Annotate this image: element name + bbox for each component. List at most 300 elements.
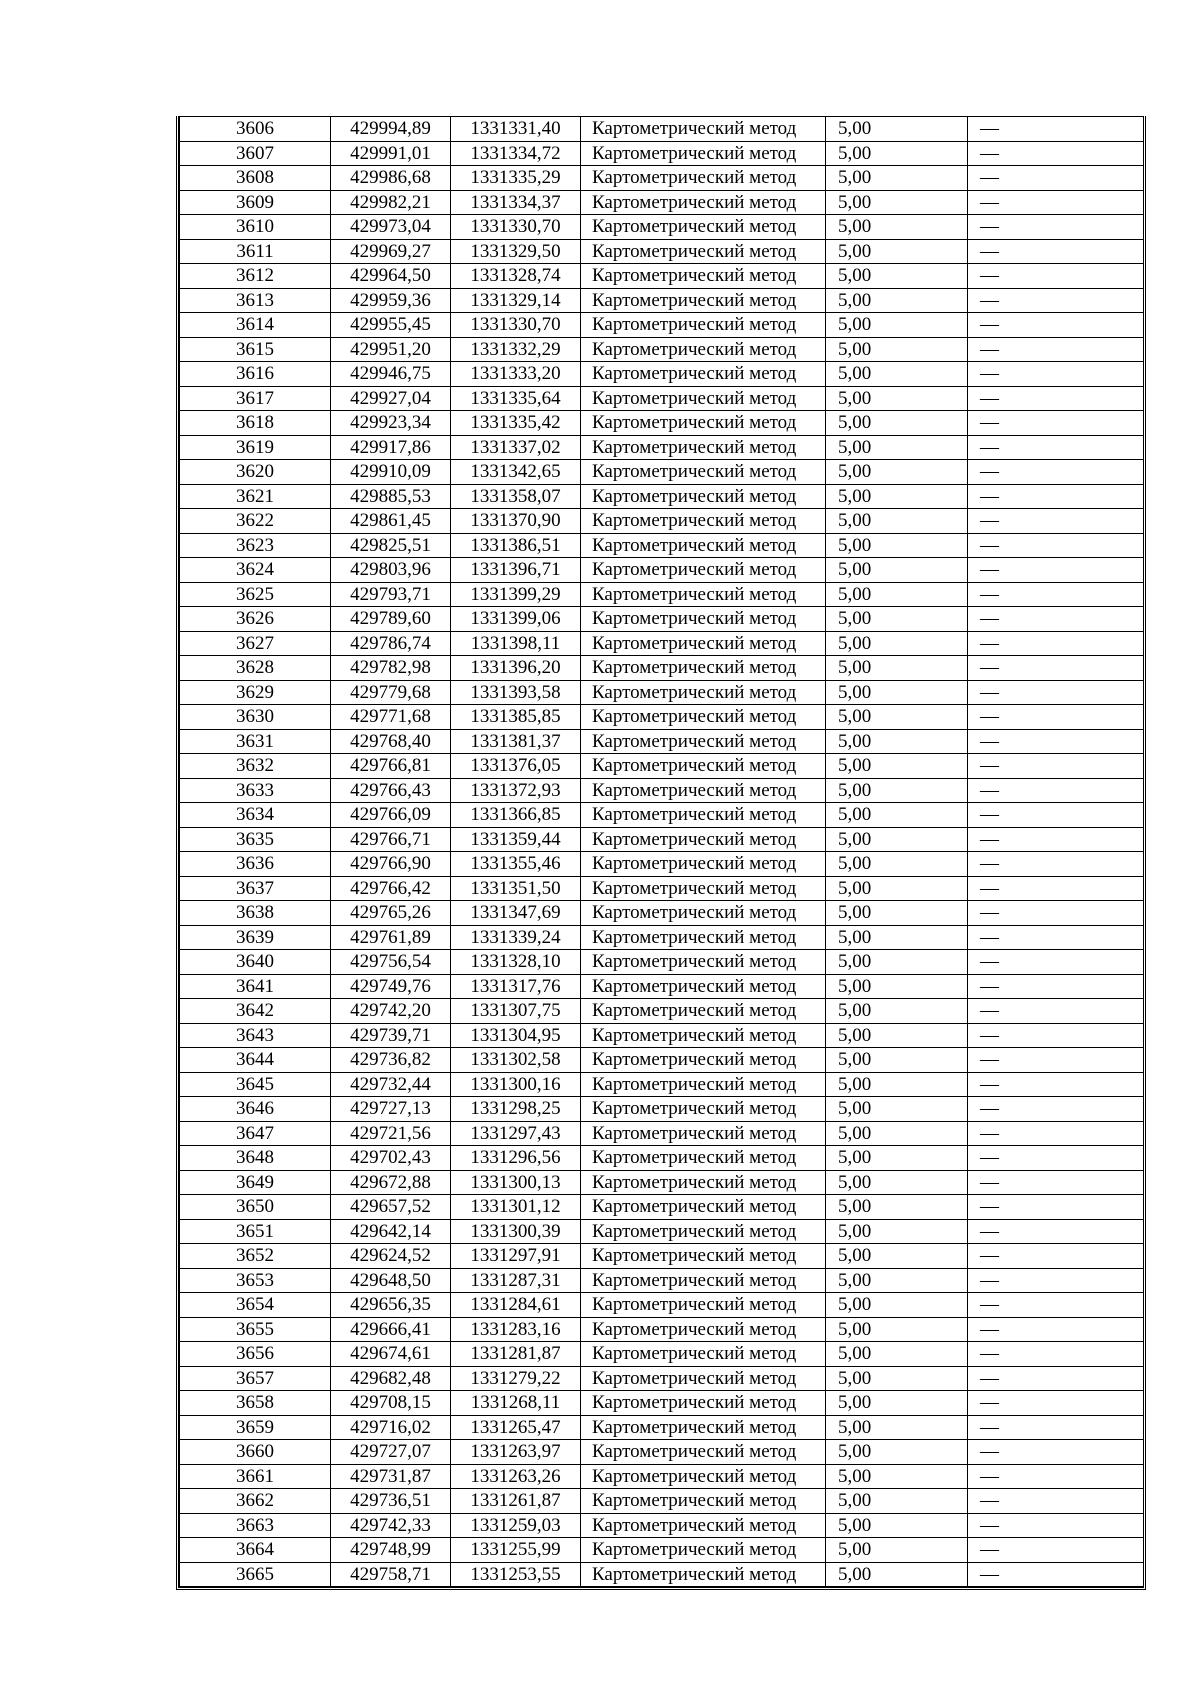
method-cell: Картометрический метод [581,582,826,607]
precision-cell: 5,00 [826,631,968,656]
method-cell: Картометрический метод [581,313,826,338]
x-coordinate-cell: 429672,88 [331,1170,451,1195]
description-cell: — [968,1489,1144,1514]
method-cell: Картометрический метод [581,1219,826,1244]
x-coordinate-cell: 429765,26 [331,901,451,926]
y-coordinate-cell: 1331259,03 [451,1513,581,1538]
method-cell: Картометрический метод [581,705,826,730]
method-cell: Картометрический метод [581,1072,826,1097]
table-row [180,778,1144,803]
precision-cell: 5,00 [826,974,968,999]
precision-cell: 5,00 [826,288,968,313]
precision-cell: 5,00 [826,901,968,926]
method-cell: Картометрический метод [581,925,826,950]
table-row [180,1219,1144,1244]
y-coordinate-cell: 1331399,06 [451,607,581,632]
method-cell: Картометрический метод [581,631,826,656]
precision-cell: 5,00 [826,313,968,338]
method-cell: Картометрический метод [581,484,826,509]
point-number-cell: 3632 [180,754,331,779]
method-cell: Картометрический метод [581,215,826,240]
method-cell: Картометрический метод [581,1415,826,1440]
table-row [180,803,1144,828]
description-cell: — [968,1342,1144,1367]
x-coordinate-cell: 429708,15 [331,1391,451,1416]
description-cell: — [968,999,1144,1024]
table-row [180,1464,1144,1489]
x-coordinate-cell: 429964,50 [331,264,451,289]
precision-cell: 5,00 [826,1317,968,1342]
x-coordinate-cell: 429786,74 [331,631,451,656]
x-coordinate-cell: 429624,52 [331,1244,451,1269]
method-cell: Картометрический метод [581,386,826,411]
y-coordinate-cell: 1331393,58 [451,680,581,705]
precision-cell: 5,00 [826,607,968,632]
method-cell: Картометрический метод [581,1170,826,1195]
point-number-cell: 3618 [180,411,331,436]
y-coordinate-cell: 1331263,26 [451,1464,581,1489]
point-number-cell: 3646 [180,1097,331,1122]
precision-cell: 5,00 [826,778,968,803]
point-number-cell: 3637 [180,876,331,901]
precision-cell: 5,00 [826,876,968,901]
table-row [180,215,1144,240]
table-row [180,680,1144,705]
method-cell: Картометрический метод [581,803,826,828]
point-number-cell: 3611 [180,239,331,264]
y-coordinate-cell: 1331265,47 [451,1415,581,1440]
point-number-cell: 3627 [180,631,331,656]
method-cell: Картометрический метод [581,190,826,215]
x-coordinate-cell: 429739,71 [331,1023,451,1048]
table-row [180,117,1144,142]
table-row [180,509,1144,534]
x-coordinate-cell: 429736,51 [331,1489,451,1514]
table-row [180,1440,1144,1465]
method-cell: Картометрический метод [581,141,826,166]
x-coordinate-cell: 429982,21 [331,190,451,215]
x-coordinate-cell: 429727,07 [331,1440,451,1465]
y-coordinate-cell: 1331331,40 [451,117,581,142]
y-coordinate-cell: 1331335,42 [451,411,581,436]
point-number-cell: 3628 [180,656,331,681]
x-coordinate-cell: 429766,81 [331,754,451,779]
description-cell: — [968,1170,1144,1195]
table-row [180,1195,1144,1220]
x-coordinate-cell: 429732,44 [331,1072,451,1097]
precision-cell: 5,00 [826,1440,968,1465]
description-cell: — [968,901,1144,926]
y-coordinate-cell: 1331302,58 [451,1048,581,1073]
point-number-cell: 3660 [180,1440,331,1465]
x-coordinate-cell: 429955,45 [331,313,451,338]
x-coordinate-cell: 429789,60 [331,607,451,632]
precision-cell: 5,00 [826,1293,968,1318]
method-cell: Картометрический метод [581,1391,826,1416]
table-row [180,974,1144,999]
method-cell: Картометрический метод [581,754,826,779]
description-cell: — [968,680,1144,705]
table-row [180,1023,1144,1048]
y-coordinate-cell: 1331317,76 [451,974,581,999]
point-number-cell: 3606 [180,117,331,142]
description-cell: — [968,1048,1144,1073]
description-cell: — [968,607,1144,632]
y-coordinate-cell: 1331281,87 [451,1342,581,1367]
point-number-cell: 3630 [180,705,331,730]
method-cell: Картометрический метод [581,337,826,362]
description-cell: — [968,509,1144,534]
table-row [180,729,1144,754]
table-row [180,435,1144,460]
y-coordinate-cell: 1331334,37 [451,190,581,215]
description-cell: — [968,239,1144,264]
method-cell: Картометрический метод [581,1121,826,1146]
precision-cell: 5,00 [826,925,968,950]
x-coordinate-cell: 429861,45 [331,509,451,534]
table-row [180,1415,1144,1440]
method-cell: Картометрический метод [581,999,826,1024]
description-cell: — [968,533,1144,558]
description-cell: — [968,1293,1144,1318]
point-number-cell: 3665 [180,1562,331,1587]
method-cell: Картометрический метод [581,656,826,681]
table-row [180,1097,1144,1122]
description-cell: — [968,411,1144,436]
y-coordinate-cell: 1331376,05 [451,754,581,779]
x-coordinate-cell: 429666,41 [331,1317,451,1342]
y-coordinate-cell: 1331359,44 [451,827,581,852]
x-coordinate-cell: 429766,43 [331,778,451,803]
y-coordinate-cell: 1331399,29 [451,582,581,607]
description-cell: — [968,582,1144,607]
precision-cell: 5,00 [826,582,968,607]
table-row [180,337,1144,362]
precision-cell: 5,00 [826,484,968,509]
x-coordinate-cell: 429702,43 [331,1146,451,1171]
description-cell: — [968,1513,1144,1538]
method-cell: Картометрический метод [581,460,826,485]
precision-cell: 5,00 [826,1170,968,1195]
precision-cell: 5,00 [826,460,968,485]
x-coordinate-cell: 429749,76 [331,974,451,999]
y-coordinate-cell: 1331279,22 [451,1366,581,1391]
description-cell: — [968,876,1144,901]
method-cell: Картометрический метод [581,876,826,901]
description-cell: — [968,1366,1144,1391]
precision-cell: 5,00 [826,1121,968,1146]
y-coordinate-cell: 1331307,75 [451,999,581,1024]
method-cell: Картометрический метод [581,1342,826,1367]
point-number-cell: 3656 [180,1342,331,1367]
y-coordinate-cell: 1331366,85 [451,803,581,828]
y-coordinate-cell: 1331335,64 [451,386,581,411]
x-coordinate-cell: 429648,50 [331,1268,451,1293]
description-cell: — [968,1219,1144,1244]
x-coordinate-cell: 429731,87 [331,1464,451,1489]
point-number-cell: 3653 [180,1268,331,1293]
precision-cell: 5,00 [826,1097,968,1122]
table-row [180,288,1144,313]
description-cell: — [968,1146,1144,1171]
precision-cell: 5,00 [826,1489,968,1514]
method-cell: Картометрический метод [581,362,826,387]
x-coordinate-cell: 429803,96 [331,558,451,583]
description-cell: — [968,362,1144,387]
table-row [180,1489,1144,1514]
x-coordinate-cell: 429885,53 [331,484,451,509]
x-coordinate-cell: 429825,51 [331,533,451,558]
table-row [180,264,1144,289]
point-number-cell: 3662 [180,1489,331,1514]
description-cell: — [968,1023,1144,1048]
precision-cell: 5,00 [826,680,968,705]
table-row [180,1562,1144,1587]
table-row [180,607,1144,632]
x-coordinate-cell: 429927,04 [331,386,451,411]
method-cell: Картометрический метод [581,607,826,632]
method-cell: Картометрический метод [581,1097,826,1122]
precision-cell: 5,00 [826,435,968,460]
description-cell: — [968,705,1144,730]
table-row [180,1121,1144,1146]
table-row [180,1317,1144,1342]
x-coordinate-cell: 429969,27 [331,239,451,264]
method-cell: Картометрический метод [581,729,826,754]
y-coordinate-cell: 1331330,70 [451,313,581,338]
table-row [180,901,1144,926]
point-number-cell: 3655 [180,1317,331,1342]
method-cell: Картометрический метод [581,1317,826,1342]
table-row [180,1366,1144,1391]
description-cell: — [968,631,1144,656]
x-coordinate-cell: 429742,33 [331,1513,451,1538]
precision-cell: 5,00 [826,239,968,264]
x-coordinate-cell: 429771,68 [331,705,451,730]
description-cell: — [968,729,1144,754]
description-cell: — [968,1121,1144,1146]
y-coordinate-cell: 1331301,12 [451,1195,581,1220]
point-number-cell: 3649 [180,1170,331,1195]
method-cell: Картометрический метод [581,852,826,877]
table-row [180,386,1144,411]
y-coordinate-cell: 1331337,02 [451,435,581,460]
precision-cell: 5,00 [826,754,968,779]
point-number-cell: 3636 [180,852,331,877]
precision-cell: 5,00 [826,656,968,681]
method-cell: Картометрический метод [581,288,826,313]
x-coordinate-cell: 429674,61 [331,1342,451,1367]
x-coordinate-cell: 429986,68 [331,166,451,191]
y-coordinate-cell: 1331381,37 [451,729,581,754]
method-cell: Картометрический метод [581,1489,826,1514]
point-number-cell: 3622 [180,509,331,534]
point-number-cell: 3633 [180,778,331,803]
point-number-cell: 3607 [180,141,331,166]
precision-cell: 5,00 [826,386,968,411]
x-coordinate-cell: 429959,36 [331,288,451,313]
x-coordinate-cell: 429766,90 [331,852,451,877]
description-cell: — [968,337,1144,362]
x-coordinate-cell: 429656,35 [331,1293,451,1318]
table-row [180,1268,1144,1293]
point-number-cell: 3617 [180,386,331,411]
precision-cell: 5,00 [826,1072,968,1097]
description-cell: — [968,460,1144,485]
description-cell: — [968,141,1144,166]
point-number-cell: 3650 [180,1195,331,1220]
point-number-cell: 3635 [180,827,331,852]
method-cell: Картометрический метод [581,1023,826,1048]
point-number-cell: 3631 [180,729,331,754]
table-row [180,852,1144,877]
x-coordinate-cell: 429782,98 [331,656,451,681]
y-coordinate-cell: 1331328,74 [451,264,581,289]
description-cell: — [968,803,1144,828]
method-cell: Картометрический метод [581,1440,826,1465]
description-cell: — [968,1268,1144,1293]
description-cell: — [968,386,1144,411]
precision-cell: 5,00 [826,1391,968,1416]
description-cell: — [968,1538,1144,1563]
point-number-cell: 3657 [180,1366,331,1391]
description-cell: — [968,1415,1144,1440]
method-cell: Картометрический метод [581,411,826,436]
description-cell: — [968,313,1144,338]
point-number-cell: 3613 [180,288,331,313]
method-cell: Картометрический метод [581,974,826,999]
x-coordinate-cell: 429923,34 [331,411,451,436]
point-number-cell: 3640 [180,950,331,975]
precision-cell: 5,00 [826,141,968,166]
point-number-cell: 3664 [180,1538,331,1563]
table-row [180,705,1144,730]
x-coordinate-cell: 429756,54 [331,950,451,975]
precision-cell: 5,00 [826,1023,968,1048]
point-number-cell: 3609 [180,190,331,215]
point-number-cell: 3644 [180,1048,331,1073]
y-coordinate-cell: 1331253,55 [451,1562,581,1587]
x-coordinate-cell: 429768,40 [331,729,451,754]
point-number-cell: 3654 [180,1293,331,1318]
method-cell: Картометрический метод [581,1538,826,1563]
table-row [180,631,1144,656]
description-cell: — [968,1391,1144,1416]
precision-cell: 5,00 [826,1538,968,1563]
point-number-cell: 3641 [180,974,331,999]
y-coordinate-cell: 1331333,20 [451,362,581,387]
method-cell: Картометрический метод [581,1268,826,1293]
x-coordinate-cell: 429766,71 [331,827,451,852]
point-number-cell: 3643 [180,1023,331,1048]
description-cell: — [968,852,1144,877]
precision-cell: 5,00 [826,1195,968,1220]
y-coordinate-cell: 1331330,70 [451,215,581,240]
x-coordinate-cell: 429766,42 [331,876,451,901]
table-row [180,362,1144,387]
point-number-cell: 3642 [180,999,331,1024]
precision-cell: 5,00 [826,1268,968,1293]
point-number-cell: 3639 [180,925,331,950]
description-cell: — [968,190,1144,215]
table-row [180,1342,1144,1367]
precision-cell: 5,00 [826,803,968,828]
y-coordinate-cell: 1331385,85 [451,705,581,730]
y-coordinate-cell: 1331300,13 [451,1170,581,1195]
method-cell: Картометрический метод [581,117,826,142]
method-cell: Картометрический метод [581,1146,826,1171]
table-row [180,484,1144,509]
precision-cell: 5,00 [826,1464,968,1489]
y-coordinate-cell: 1331355,46 [451,852,581,877]
method-cell: Картометрический метод [581,509,826,534]
point-number-cell: 3634 [180,803,331,828]
table-row [180,876,1144,901]
description-cell: — [968,1244,1144,1269]
description-cell: — [968,1317,1144,1342]
table-row [180,190,1144,215]
point-number-cell: 3610 [180,215,331,240]
precision-cell: 5,00 [826,729,968,754]
method-cell: Картометрический метод [581,533,826,558]
description-cell: — [968,558,1144,583]
y-coordinate-cell: 1331329,14 [451,288,581,313]
table-row [180,1244,1144,1269]
precision-cell: 5,00 [826,1048,968,1073]
method-cell: Картометрический метод [581,264,826,289]
y-coordinate-cell: 1331396,20 [451,656,581,681]
method-cell: Картометрический метод [581,1195,826,1220]
table-row [180,313,1144,338]
method-cell: Картометрический метод [581,778,826,803]
method-cell: Картометрический метод [581,1048,826,1073]
x-coordinate-cell: 429736,82 [331,1048,451,1073]
table-row [180,950,1144,975]
method-cell: Картометрический метод [581,558,826,583]
description-cell: — [968,264,1144,289]
precision-cell: 5,00 [826,558,968,583]
y-coordinate-cell: 1331263,97 [451,1440,581,1465]
precision-cell: 5,00 [826,852,968,877]
y-coordinate-cell: 1331351,50 [451,876,581,901]
x-coordinate-cell: 429973,04 [331,215,451,240]
point-number-cell: 3647 [180,1121,331,1146]
y-coordinate-cell: 1331329,50 [451,239,581,264]
table-row [180,1538,1144,1563]
x-coordinate-cell: 429748,99 [331,1538,451,1563]
table-row [180,141,1144,166]
x-coordinate-cell: 429951,20 [331,337,451,362]
x-coordinate-cell: 429657,52 [331,1195,451,1220]
method-cell: Картометрический метод [581,950,826,975]
y-coordinate-cell: 1331370,90 [451,509,581,534]
point-number-cell: 3629 [180,680,331,705]
method-cell: Картометрический метод [581,239,826,264]
method-cell: Картометрический метод [581,1513,826,1538]
description-cell: — [968,1195,1144,1220]
precision-cell: 5,00 [826,1146,968,1171]
description-cell: — [968,656,1144,681]
description-cell: — [968,1097,1144,1122]
table-row [180,239,1144,264]
x-coordinate-cell: 429721,56 [331,1121,451,1146]
point-number-cell: 3625 [180,582,331,607]
precision-cell: 5,00 [826,999,968,1024]
y-coordinate-cell: 1331347,69 [451,901,581,926]
precision-cell: 5,00 [826,950,968,975]
y-coordinate-cell: 1331296,56 [451,1146,581,1171]
precision-cell: 5,00 [826,509,968,534]
